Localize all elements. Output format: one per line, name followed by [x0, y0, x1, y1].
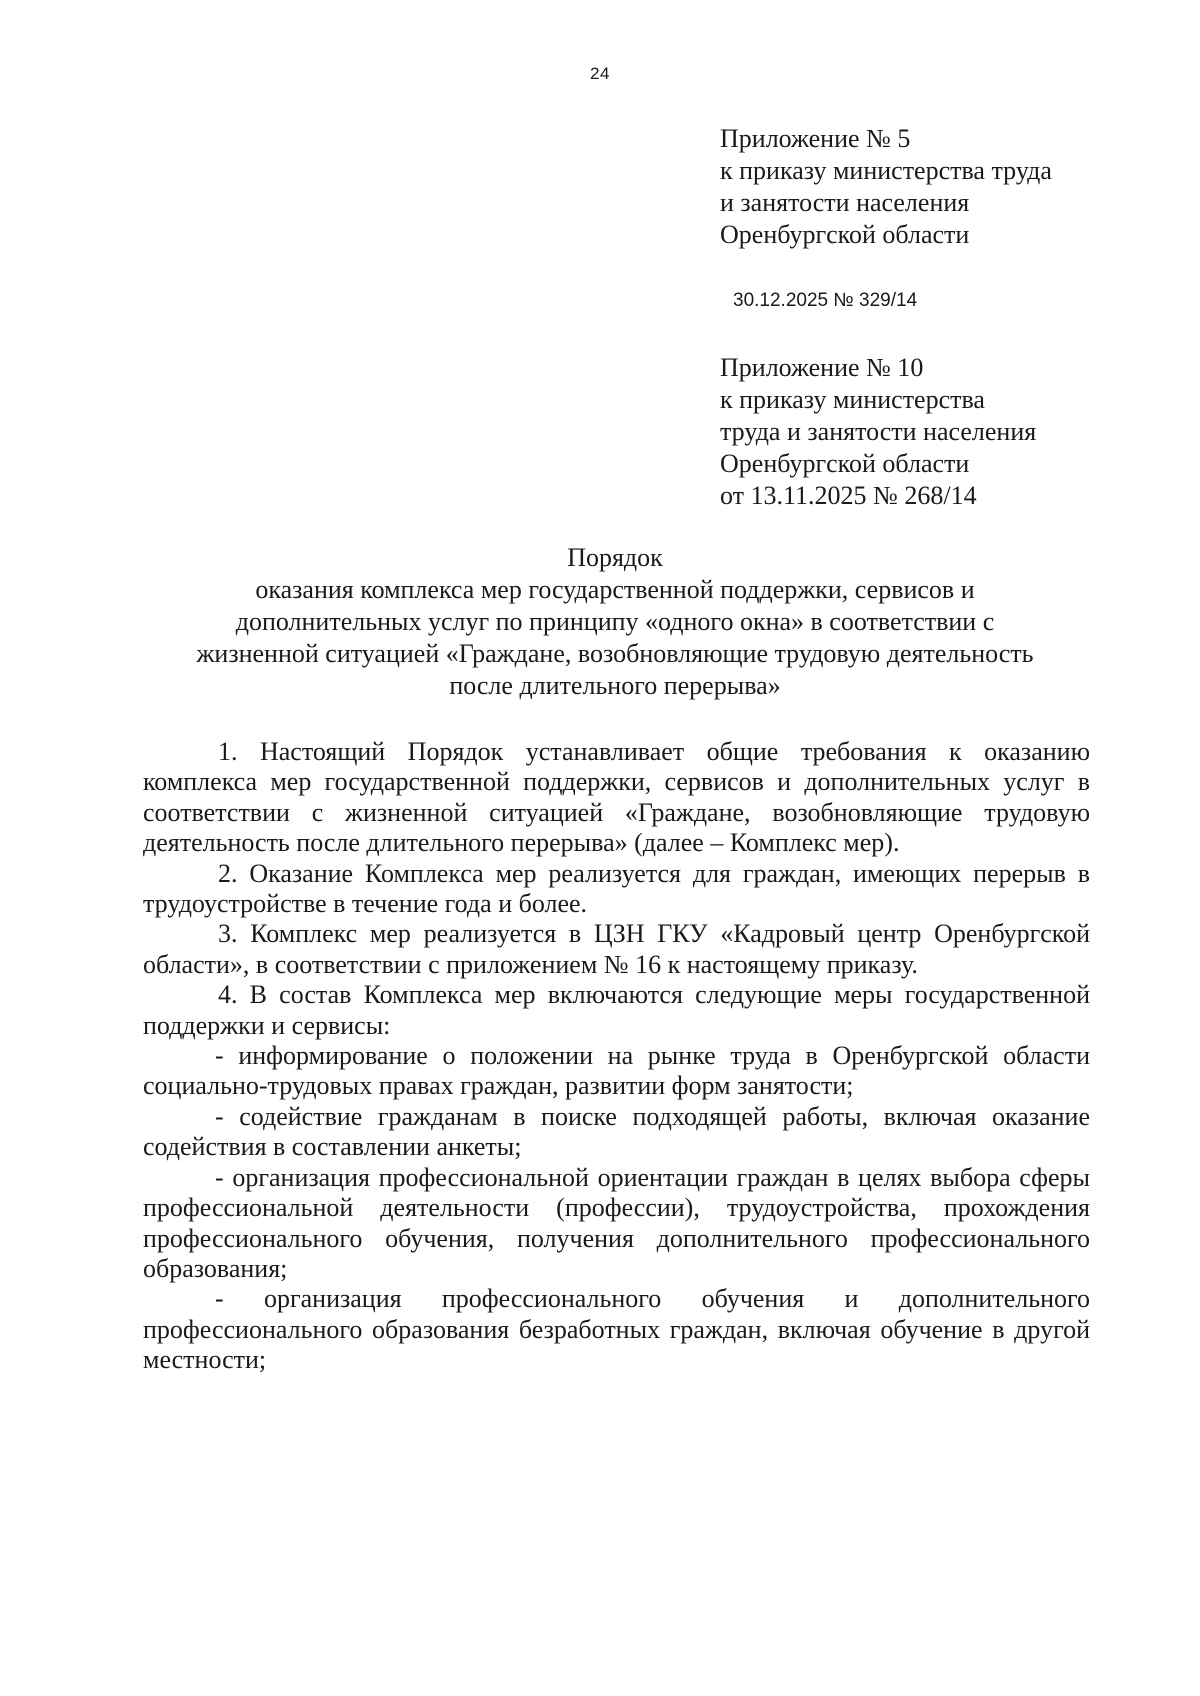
- appendix-current-line: Оренбургской области: [720, 220, 970, 249]
- order-date-number-stamp: 30.12.2025 № 329/14: [733, 290, 918, 311]
- appendix-original-header: [720, 352, 1036, 512]
- title-line: жизненной ситуацией «Граждане, возобновляющие трудовую деятельность: [196, 639, 1034, 668]
- document-body: [143, 737, 1090, 1376]
- page-number: 24: [590, 64, 610, 83]
- paragraph: 1. Настоящий Порядок устанавливает общие требования к оказанию комплекса мер государственной поддержки, сервисов и дополнительных услуг в соответствии с жизненной ситуацией «Граждане, возобновляющие трудовую деятельность после длительного перерыва» (далее – Комплекс мер).: [143, 737, 1090, 858]
- title-line: дополнительных услуг по принципу «одного окна» в соответствии с: [235, 607, 995, 636]
- list-item: - информирование о положении на рынке труда в Оренбургской области социально-трудовых правах граждан, развитии форм занятости;: [143, 1041, 1090, 1101]
- appendix-current-header: [720, 123, 1052, 251]
- appendix-current-line: к приказу министерства труда: [720, 156, 1052, 185]
- appendix-original-line: Оренбургской области: [720, 449, 970, 478]
- paragraph: 4. В состав Комплекса мер включаются следующие меры государственной поддержки и сервисы:: [143, 980, 1090, 1040]
- title-line: после длительного перерыва»: [449, 671, 781, 700]
- appendix-original-line: труда и занятости населения: [720, 417, 1037, 446]
- paragraph: 2. Оказание Комплекса мер реализуется для граждан, имеющих перерыв в трудоустройстве в течение года и более.: [143, 858, 1090, 919]
- title-heading: Порядок: [567, 543, 663, 572]
- appendix-original-line: от 13.11.2025 № 268/14: [720, 481, 977, 510]
- appendix-original-line: к приказу министерства: [720, 385, 985, 414]
- document-title: [135, 542, 1095, 702]
- appendix-original-line: Приложение № 10: [720, 353, 924, 382]
- list-item: - организация профессиональной ориентации граждан в целях выбора сферы профессиональной деятельности (профессии), трудоустройства, прохождения профессионального обучения, получения дополнительного профессионального образования;: [143, 1162, 1090, 1283]
- list-item: - организация профессионального обучения и дополнительного профессионального образования безработных граждан, включая обучение в другой местности;: [143, 1284, 1090, 1375]
- paragraph: 3. Комплекс мер реализуется в ЦЗН ГКУ «Кадровый центр Оренбургской области», в соответствии с приложением № 16 к настоящему приказу.: [143, 919, 1090, 979]
- appendix-current-line: Приложение № 5: [720, 124, 911, 153]
- title-line: оказания комплекса мер государственной поддержки, сервисов и: [255, 575, 975, 604]
- list-item: - содействие гражданам в поиске подходящей работы, включая оказание содействия в составлении анкеты;: [143, 1101, 1090, 1162]
- appendix-current-line: и занятости населения: [720, 188, 970, 217]
